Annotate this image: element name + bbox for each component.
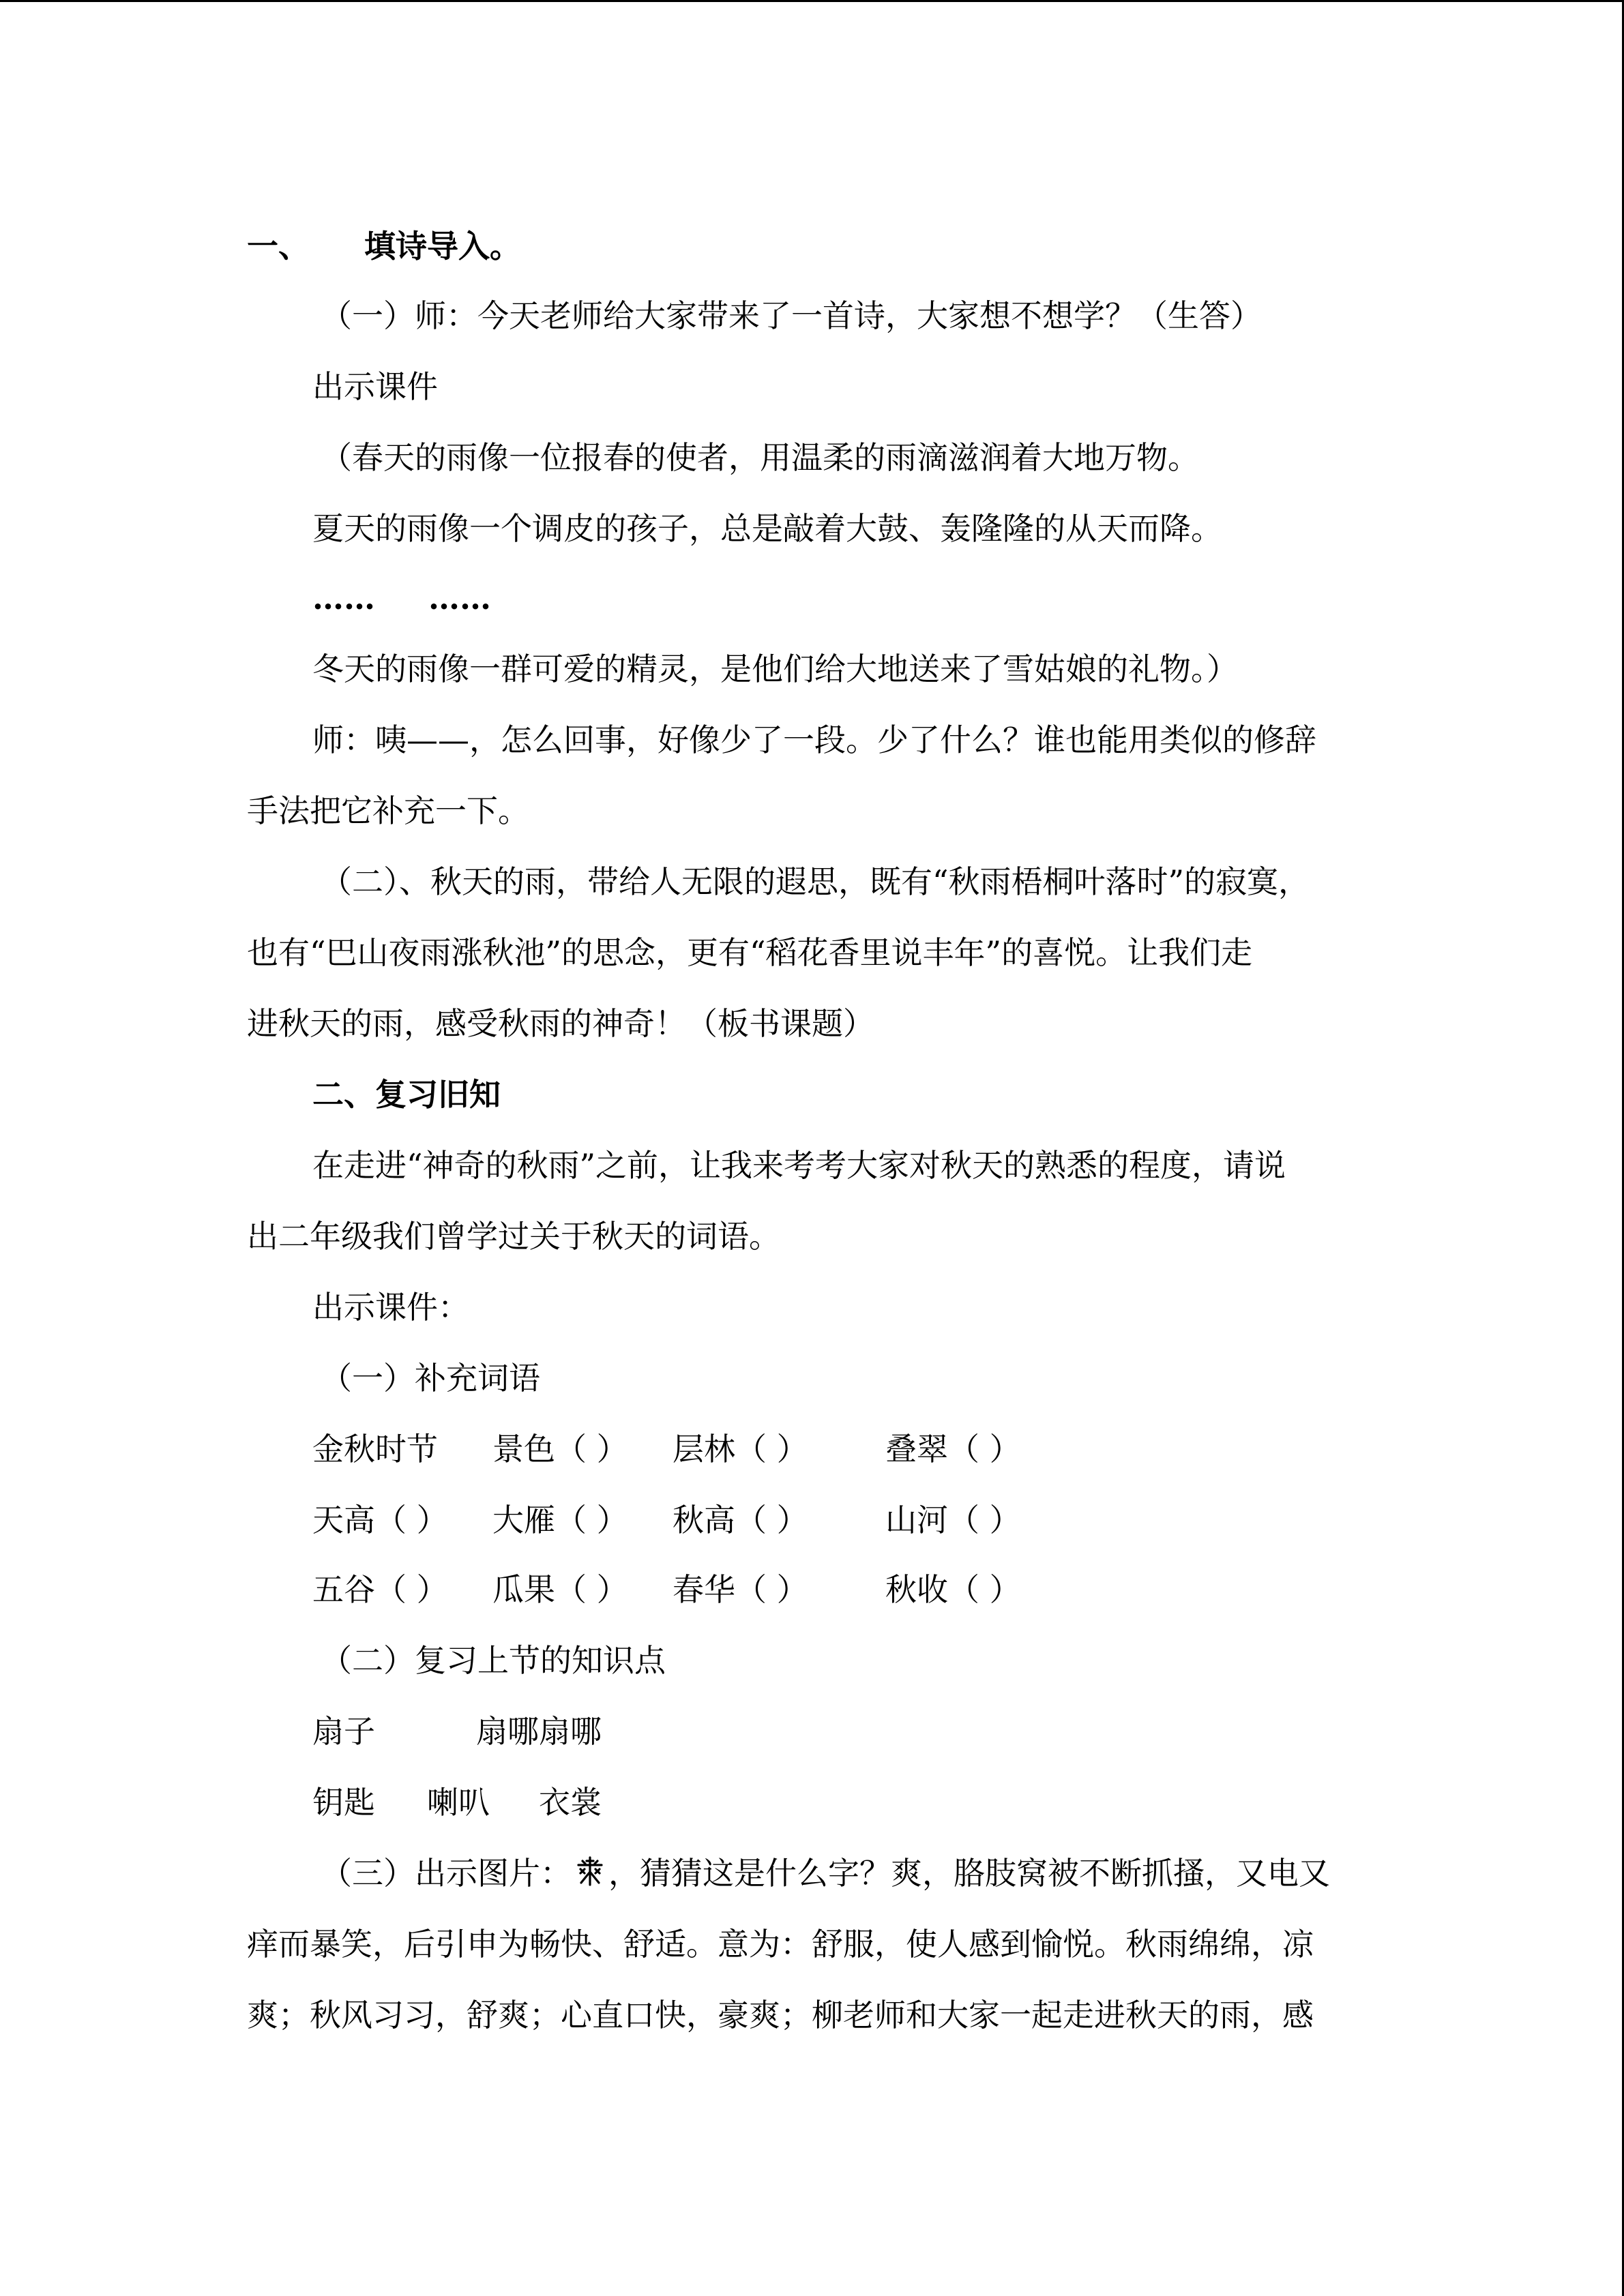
paragraph [321, 1854, 1330, 1892]
ellipsis-line [312, 579, 491, 617]
paragraph-text: （三）出示图片： [321, 1855, 572, 1892]
paragraph: 夏天的雨像一个调皮的孩子，总是敲着大鼓、轰隆隆的从天而降。 [312, 510, 1222, 547]
paragraph: 出二年级我们曾学过关于秋天的词语。 [247, 1218, 780, 1255]
review-word: 钥匙 [312, 1784, 375, 1821]
paragraph: （二）复习上节的知识点 [321, 1642, 666, 1679]
review-word: 衣裳 [539, 1784, 602, 1821]
paragraph: 出示课件 [312, 368, 438, 405]
paragraph: （一）补充词语 [321, 1360, 540, 1397]
review-row [312, 1783, 858, 1821]
paragraph: 进秋天的雨，感受秋雨的神奇！（板书课题） [247, 1005, 874, 1042]
word-row [312, 1501, 1131, 1539]
paragraph: （一）师：今天老师给大家带来了一首诗，大家想不想学？（生答） [321, 297, 1262, 334]
word-row [312, 1570, 1131, 1609]
paragraph: 在走进“神奇的秋雨”之前，让我来考考大家对秋天的熟悉的程度，请说 [312, 1147, 1286, 1184]
review-word: 喇叭 [427, 1784, 490, 1821]
review-row [312, 1712, 858, 1750]
word-cell: 秋收（ ） [885, 1571, 1021, 1608]
word-cell: 山河（ ） [885, 1502, 1021, 1538]
section-2-title: 二、复习旧知 [312, 1076, 501, 1113]
word-cell: 大雁（ ） [492, 1502, 628, 1538]
paragraph: 出示课件： [312, 1289, 469, 1326]
word-cell: 秋高（ ） [673, 1502, 808, 1538]
word-cell: 层林（ ） [673, 1431, 808, 1467]
word-cell: 五谷（ ） [312, 1571, 448, 1608]
section-1-text: 填诗导入。 [364, 228, 522, 265]
word-cell: 春华（ ） [673, 1571, 808, 1608]
paragraph: 爽；秋风习习，舒爽；心直口快，豪爽；柳老师和大家一起走进秋天的雨，感 [247, 1997, 1314, 2033]
review-word: 扇子 [312, 1713, 375, 1750]
word-row [312, 1430, 1131, 1468]
paragraph: 冬天的雨像一群可爱的精灵，是他们给大地送来了雪姑娘的礼物。） [312, 651, 1238, 687]
paragraph: （二）、秋天的雨，带给人无限的遐思，既有“秋雨梧桐叶落时”的寂寞， [321, 863, 1310, 900]
paragraph: 手法把它补充一下。 [247, 792, 529, 829]
word-cell: 瓜果（ ） [492, 1571, 628, 1608]
ancient-character-image-icon [574, 1855, 606, 1887]
paragraph: 也有“巴山夜雨涨秋池”的思念，更有“稻花香里说丰年”的喜悦。让我们走 [247, 934, 1253, 971]
section-1-number: 一、 [247, 228, 310, 265]
word-cell: 景色（ ） [492, 1431, 628, 1467]
review-word: 扇哪扇哪 [476, 1713, 602, 1750]
section-1-title [247, 227, 521, 265]
paragraph-text: ，猜猜这是什么字？爽，胳肢窝被不断抓搔，又电又 [608, 1855, 1330, 1892]
word-cell: 叠翠（ ） [885, 1431, 1021, 1467]
ellipsis: …… [312, 580, 375, 616]
paragraph: （春天的雨像一位报春的使者，用温柔的雨滴滋润着大地万物。 [321, 439, 1199, 476]
ellipsis: …… [428, 580, 492, 616]
word-cell: 金秋时节 [312, 1431, 438, 1467]
paragraph: 痒而暴笑，后引申为畅快、舒适。意为：舒服，使人感到愉悦。秋雨绵绵，凉 [247, 1926, 1314, 1963]
paragraph: 师：咦——，怎么回事，好像少了一段。少了什么？谁也能用类似的修辞 [312, 721, 1316, 758]
word-cell: 天高（ ） [312, 1502, 448, 1538]
